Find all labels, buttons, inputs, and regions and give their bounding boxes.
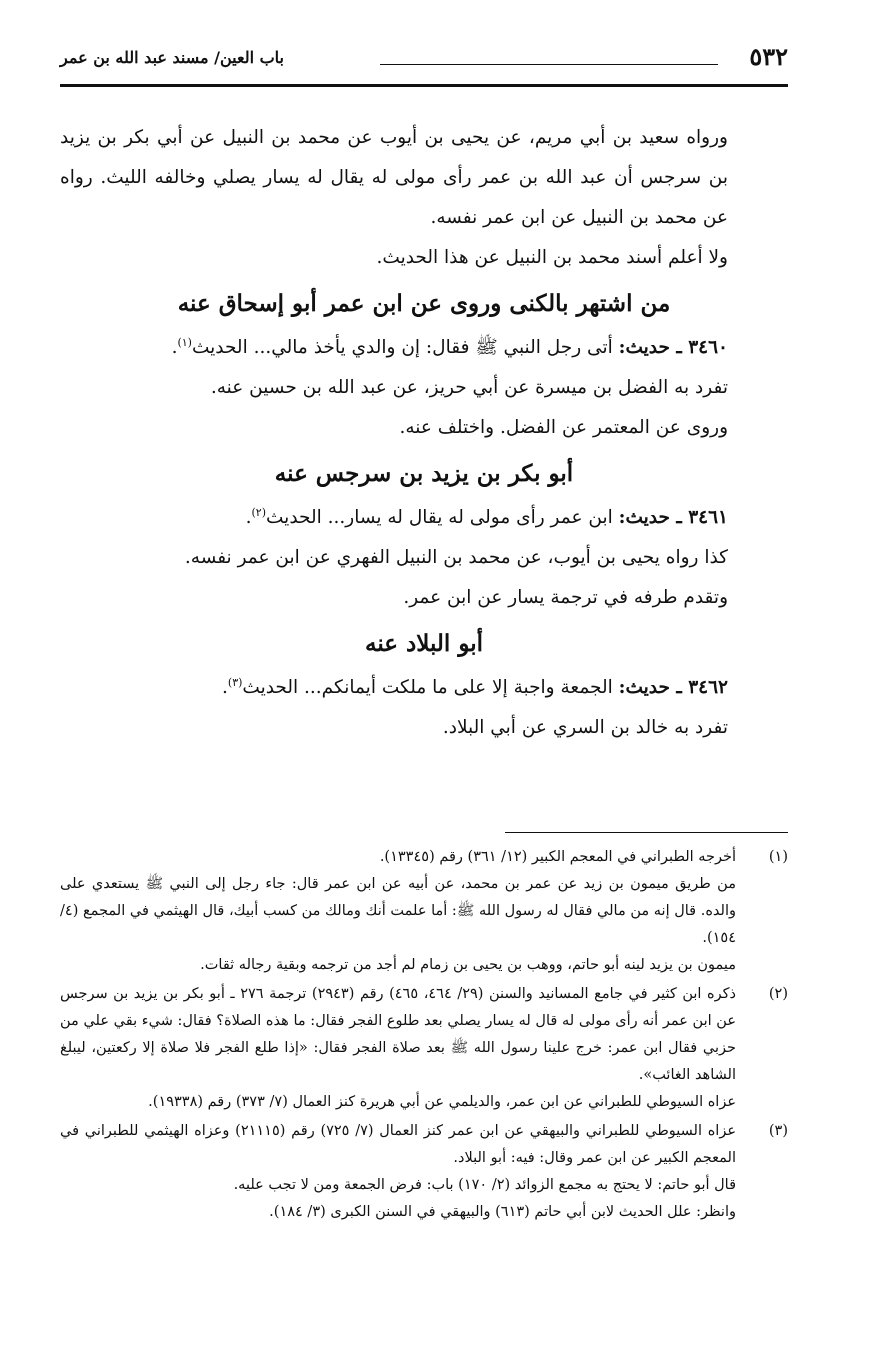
footnote-line: قال أبو حاتم: لا يحتج به مجمع الزوائد (٢/ ١٧٠) باب: فرض الجمعة ومن لا تجب عليه. [233,1177,736,1193]
running-header [60,42,788,82]
footnote-line: عزاه السيوطي للطبراني عن ابن عمر، والديلمي عن أبي هريرة كنز العمال (٧/ ٣٧٣) رقم (١٩٣٣٨). [148,1094,736,1110]
footnote-number: (٣) [768,1123,788,1139]
footnote-ref: (٢) [251,505,267,519]
section-heading: أبو البلاد عنه [365,630,483,657]
footnote-number: (٢) [768,986,788,1002]
footnote-ref: (٣) [227,675,243,689]
footnote-separator [505,832,788,833]
paragraph: ولا أعلم أسند محمد بن النبيل عن هذا الحديث. [376,247,728,268]
footnote [60,844,788,979]
footnote-number: (١) [768,849,788,865]
footnote-line: ميمون بن يزيد لينه أبو حاتم، ووهب بن يحيى بن زمام لم أجد من ترجمه وبقية رجاله ثقات. [200,957,736,973]
main-text [60,118,788,748]
hadith-text: أتى رجل النبي ﷺ فقال: إن والدي يأخذ مالي... الحديث [191,337,613,358]
footnotes [60,844,788,1228]
paragraph: ورواه سعيد بن أبي مريم، عن يحيى بن أيوب عن محمد بن النبيل عن أبي بكر بن يزيد بن سرجس أن عبد الله بن عمر رأى مولى له يقال له يسار يصلي وخالفه الليث. رواه عن محمد بن النبيل عن ابن عمر نفسه. [60,127,728,228]
header-line [380,64,718,65]
page-number: ٥٣٢ [749,42,788,71]
paragraph: تفرد به خالد بن السري عن أبي البلاد. [442,717,728,738]
paragraph: كذا رواه يحيى بن أيوب، عن محمد بن النبيل الفهري عن ابن عمر نفسه. [184,547,728,568]
hadith-entry: ٣٤٦١ ـ حديث: ابن عمر رأى مولى له يقال له يسار... الحديث$^{(٢)}$. [245,505,728,528]
header-rule [60,84,788,87]
footnote [60,1118,788,1226]
footnote-line: من طريق ميمون بن زيد عن عمر بن محمد، عن أبيه عن ابن عمر قال: جاء رجل إلى النبي ﷺ يستعدي على والده. قال إنه من مالي فقال له رسول الله ﷺ: أما علمت أنك ومالك من كسب أبيك، قال الهيثمي في المجمع (٤/ ١٥٤). [60,876,736,946]
paragraph: وتقدم طرفه في ترجمة يسار عن ابن عمر. [403,587,728,608]
footnote-line: وانظر: علل الحديث لابن أبي حاتم (٦١٣) والبيهقي في السنن الكبرى (٣/ ١٨٤). [269,1204,736,1220]
hadith-text: الجمعة واجبة إلا على ما ملكت أيمانكم... الحديث [242,677,613,698]
section-heading: من اشتهر بالكنى وروى عن ابن عمر أبو إسحاق عنه [177,290,671,317]
footnote-line: أخرجه الطبراني في المعجم الكبير (١٢/ ٣٦١) رقم (١٣٣٤٥). [379,849,736,865]
footnote-ref: (١) [177,335,192,349]
hadith-entry: ٣٤٦٠ ـ حديث: أتى رجل النبي ﷺ فقال: إن والدي يأخذ مالي... الحديث$^{(١)}$. [171,335,728,358]
footnote-line: عزاه السيوطي للطبراني والبيهقي عن ابن عمر كنز العمال (٧/ ٧٢٥) رقم (٢١١١٥) وعزاه الهيثمي للطبراني في المعجم الكبير عن ابن عمر وقال: فيه: أبو البلاد. [60,1123,736,1166]
paragraph: تفرد به الفضل بن ميسرة عن أبي حريز، عن عبد الله بن حسين عنه. [210,377,728,398]
hadith-text: ابن عمر رأى مولى له يقال له يسار... الحديث [266,507,613,528]
hadith-number: ٣٤٦٢ ـ حديث: [618,677,728,698]
section-heading: أبو بكر بن يزيد بن سرجس عنه [274,460,574,487]
hadith-number: ٣٤٦٠ ـ حديث: [618,337,728,358]
paragraph: وروى عن المعتمر عن الفضل. واختلف عنه. [399,417,728,438]
hadith-entry: ٣٤٦٢ ـ حديث: الجمعة واجبة إلا على ما ملكت أيمانكم... الحديث$^{(٣)}$. [222,675,728,698]
footnote [60,981,788,1116]
hadith-number: ٣٤٦١ ـ حديث: [618,507,728,528]
header-title: باب العين/ مسند عبد الله بن عمر [60,48,284,67]
footnote-line: ذكره ابن كثير في جامع المسانيد والسنن (٢٩/ ٤٦٤، ٤٦٥) رقم (٢٩٤٣) ترجمة ٢٧٦ ـ أبو بكر بن يزيد بن سرجس عن ابن عمر أنه رأى مولى له قال له يسار يصلي بعد طلوع الفجر فقال: ما هذه الصلاة؟ فقال: شيء بقي علي من حزبي فقال ابن عمر: خرج علينا رسول الله ﷺ بعد صلاة الفجر فقال: «إذا طلع الفجر فلا صلاة إلا ركعتين، ليبلغ الشاهد الغائب». [60,986,736,1083]
